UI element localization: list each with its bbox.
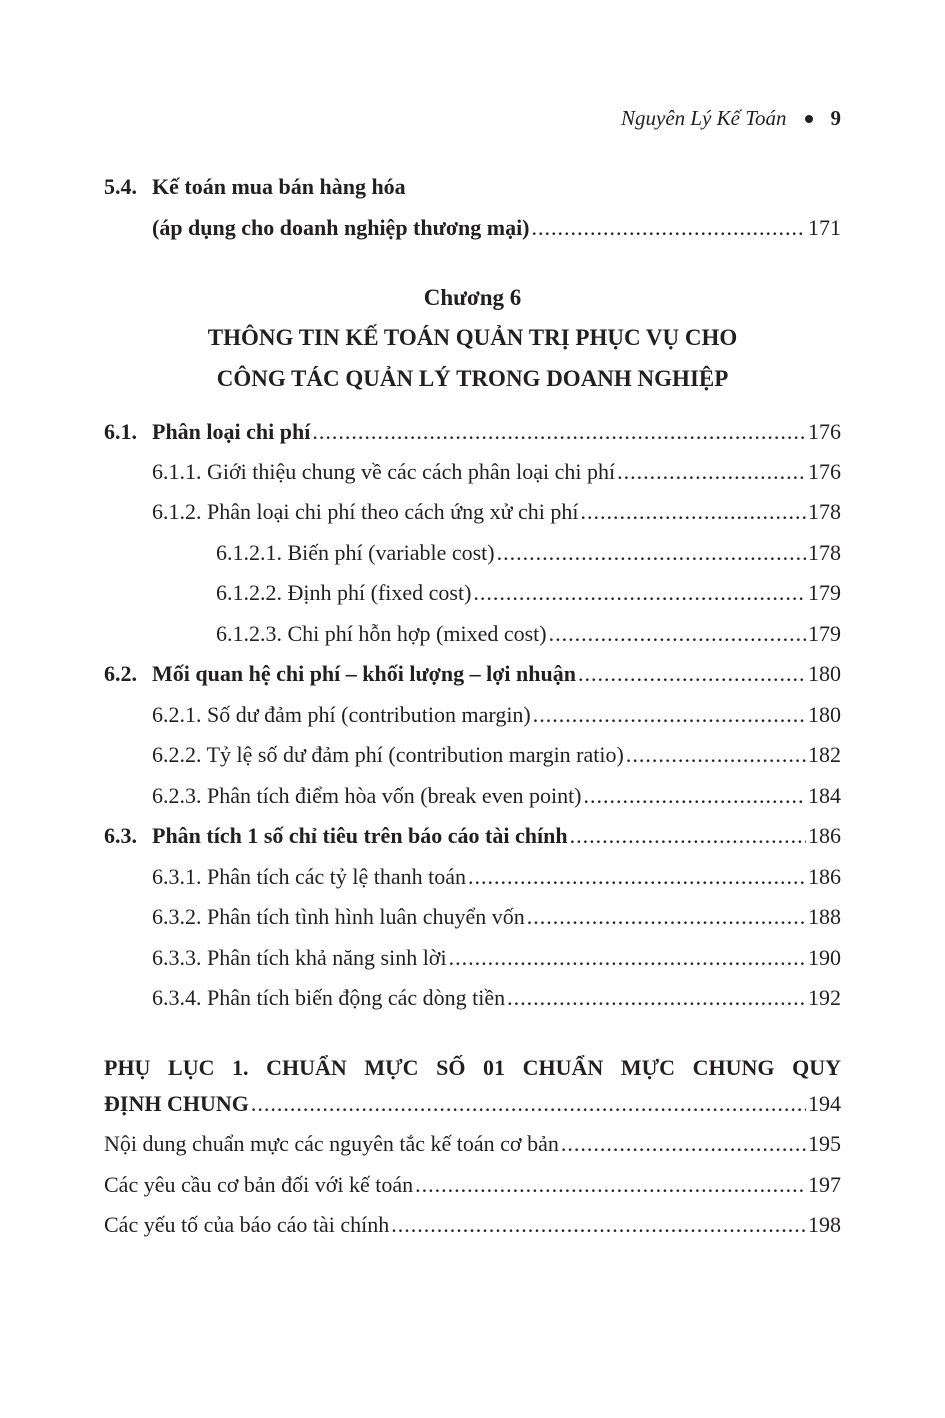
- toc-entry-label: 6.1.2.1. Biến phí (variable cost): [216, 540, 495, 565]
- toc-entry-label: 6.3.3. Phân tích khả năng sinh lời: [152, 945, 447, 970]
- toc-entry-number: 6.2.: [104, 661, 137, 686]
- toc-page-number: 198: [808, 1212, 841, 1237]
- toc-entry-6-2: [104, 659, 841, 689]
- toc-page-number: 178: [808, 540, 841, 565]
- dot-leader: [415, 1170, 806, 1200]
- toc-entry-label: ĐỊNH CHUNG: [104, 1091, 249, 1116]
- toc-page-number: 192: [808, 985, 841, 1010]
- chapter-label: Chương 6: [423, 285, 522, 310]
- appendix-item: [104, 1210, 841, 1240]
- toc-entry-6-3-4: [152, 983, 841, 1013]
- toc-entry-label: Phân tích 1 số chỉ tiêu trên báo cáo tài chính: [152, 823, 568, 848]
- appendix-item: [104, 1170, 841, 1200]
- toc-page-number: 180: [808, 661, 841, 686]
- toc-page-number: 176: [808, 459, 841, 484]
- appendix-title-line1: PHỤ LỤC 1. CHUẨN MỰC SỐ 01 CHUẨN MỰC CHUNG QUY: [104, 1055, 841, 1080]
- toc-entry-6-1-1: [152, 457, 841, 487]
- toc-entry-label: Nội dung chuẩn mực các nguyên tắc kế toán cơ bản: [104, 1131, 559, 1156]
- toc-entry-6-2-1: [152, 700, 841, 730]
- toc-entry-label: 6.1.2.2. Định phí (fixed cost): [216, 580, 472, 605]
- toc-entry-label: Mối quan hệ chi phí – khối lượng – lợi nhuận: [152, 661, 576, 686]
- toc-entry-6-3-1: [152, 862, 841, 892]
- toc-entry-label: 6.1.2. Phân loại chi phí theo cách ứng xử chi phí: [152, 499, 579, 524]
- running-header: [621, 106, 841, 131]
- toc-page-number: 179: [808, 621, 841, 646]
- chapter-title-line2: CÔNG TÁC QUẢN LÝ TRONG DOANH NGHIỆP: [216, 366, 729, 391]
- toc-entry-label: Kế toán mua bán hàng hóa: [152, 174, 406, 199]
- dot-leader: [581, 497, 807, 527]
- dot-leader: [578, 659, 806, 689]
- dot-leader: [473, 578, 806, 608]
- toc-entry-label: 6.3.2. Phân tích tình hình luân chuyển vốn: [152, 904, 525, 929]
- toc-entry-label: 6.3.4. Phân tích biến động các dòng tiền: [152, 985, 506, 1010]
- toc-entry-label: 6.3.1. Phân tích các tỷ lệ thanh toán: [152, 864, 467, 889]
- dot-leader: [391, 1210, 806, 1240]
- dot-leader: [584, 781, 806, 811]
- page-number: 9: [830, 106, 841, 130]
- dot-leader: [532, 213, 806, 243]
- toc-entry-label: 6.2.2. Tỷ lệ số dư đảm phí (contribution margin ratio): [152, 742, 624, 767]
- dot-leader: [251, 1089, 806, 1119]
- dot-leader: [533, 700, 806, 730]
- appendix-item: [104, 1129, 841, 1159]
- bullet-separator: [805, 115, 813, 123]
- appendix-title-line2: [104, 1089, 841, 1119]
- toc-entry-label: 6.1.2.3. Chi phí hỗn hợp (mixed cost): [216, 621, 547, 646]
- toc-entry-6-1-2-2: [216, 578, 841, 608]
- toc-entry-number: 6.1.: [104, 419, 137, 444]
- toc-entry-label: 6.2.3. Phân tích điểm hòa vốn (break even point): [152, 783, 582, 808]
- dot-leader: [497, 538, 806, 568]
- dot-leader: [449, 943, 806, 973]
- toc-entry-6-1: [104, 417, 841, 447]
- toc-entry-number: 5.4.: [104, 174, 137, 199]
- toc-entry-5-4-line1: [104, 172, 841, 202]
- toc-entry-label: Các yêu cầu cơ bản đối với kế toán: [104, 1172, 414, 1197]
- dot-leader: [507, 983, 806, 1013]
- dot-leader: [617, 457, 806, 487]
- toc-page-number: 190: [808, 945, 841, 970]
- toc-entry-6-1-2-1: [216, 538, 841, 568]
- dot-leader: [527, 902, 806, 932]
- toc-page-number: 188: [808, 904, 841, 929]
- toc-page-number: 180: [808, 702, 841, 727]
- chapter-title-line1: THÔNG TIN KẾ TOÁN QUẢN TRỊ PHỤC VỤ CHO: [207, 325, 738, 350]
- dot-leader: [561, 1129, 806, 1159]
- toc-page-number: 171: [808, 215, 841, 240]
- dot-leader: [626, 740, 806, 770]
- dot-leader: [312, 417, 806, 447]
- toc-page-number: 184: [808, 783, 841, 808]
- toc-entry-label: Các yếu tố của báo cáo tài chính: [104, 1212, 390, 1237]
- toc-page-number: 186: [808, 823, 841, 848]
- toc-page-number: 195: [808, 1131, 841, 1156]
- toc-entry-6-3-3: [152, 943, 841, 973]
- toc-entry-6-1-2: [152, 497, 841, 527]
- dot-leader: [570, 821, 806, 851]
- book-title: Nguyên Lý Kế Toán: [621, 106, 787, 130]
- toc-page-number: 178: [808, 499, 841, 524]
- toc-entry-label: (áp dụng cho doanh nghiệp thương mại): [152, 215, 530, 240]
- toc-entry-6-1-2-3: [216, 619, 841, 649]
- toc-page-number: 176: [808, 419, 841, 444]
- toc-entry-6-2-3: [152, 781, 841, 811]
- toc-page-number: 179: [808, 580, 841, 605]
- toc-page-number: 194: [808, 1091, 841, 1116]
- toc-page-number: 197: [808, 1172, 841, 1197]
- toc-page-number: 182: [808, 742, 841, 767]
- dot-leader: [549, 619, 806, 649]
- toc-entry-label: Phân loại chi phí: [152, 419, 311, 444]
- toc-entry-label: 6.2.1. Số dư đảm phí (contribution margin): [152, 702, 531, 727]
- toc-entry-6-3-2: [152, 902, 841, 932]
- toc-page-number: 186: [808, 864, 841, 889]
- toc-entry-label: 6.1.1. Giới thiệu chung về các cách phân loại chi phí: [152, 459, 616, 484]
- dot-leader: [468, 862, 806, 892]
- toc-entry-5-4-line2: [152, 213, 841, 243]
- toc-entry-number: 6.3.: [104, 823, 137, 848]
- toc-entry-6-3: [104, 821, 841, 851]
- toc-entry-6-2-2: [152, 740, 841, 770]
